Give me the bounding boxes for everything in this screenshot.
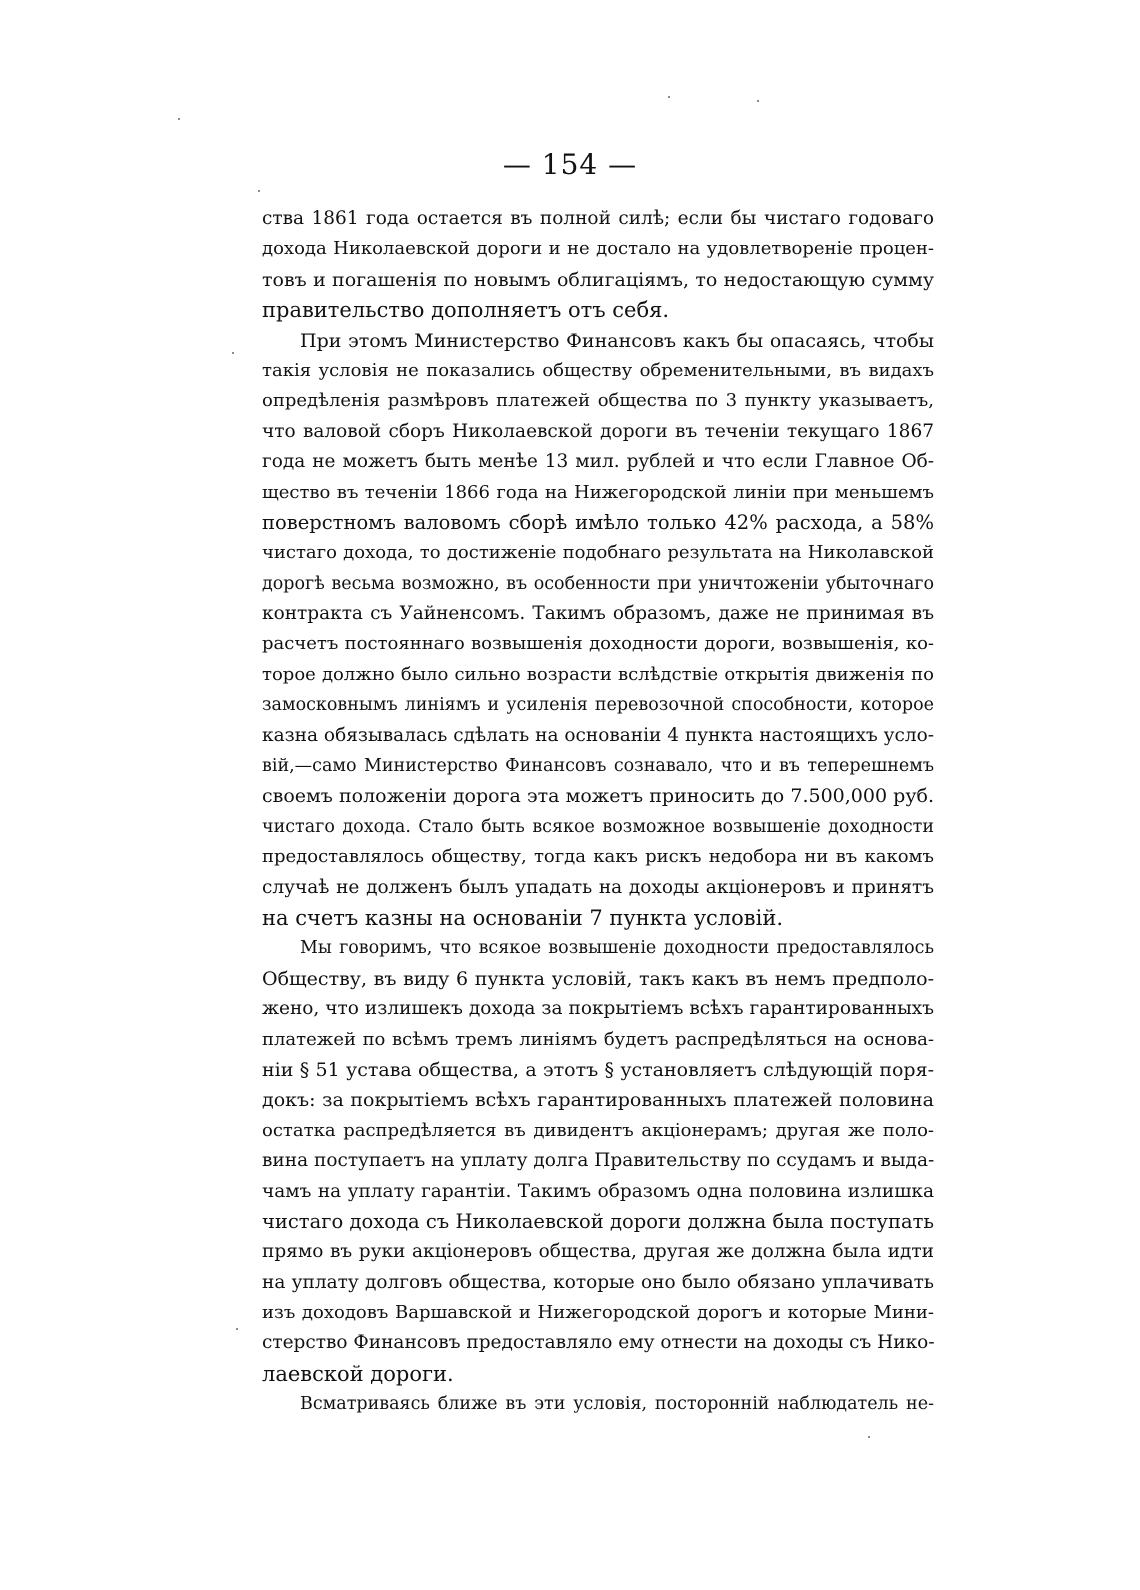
text-line: жено, что излишекъ дохода за покрытіемъ всѣхъ гарантированныхъ [262,998,934,1020]
text-line: опредѣленія размѣровъ платежей общества по 3 пункту указываетъ, [262,390,934,412]
paragraph [262,933,934,1389]
text-line: казна обязывалась сдѣлать на основаніи 4 пункта настоящихъ усло- [262,724,934,746]
scan-speck [236,1328,238,1330]
scan-speck [258,190,260,192]
text-line: стерство Финансовъ предоставляло ему отнести на доходы съ Нико- [262,1332,935,1354]
text-line: докъ: за покрытіемъ всѣхъ гарантированныхъ платежей половина [262,1089,934,1112]
page-number: — 154 — [502,148,638,181]
text-line: чамъ на уплату гарантіи. Такимъ образомъ одна половина излишка [262,1180,934,1202]
scan-speck [232,352,234,354]
text-line: Мы говоримъ, что всякое возвышеніе доходности предоставлялось [300,938,934,959]
paragraph [262,1389,934,1419]
text-line: контракта съ Уайненсомъ. Такимъ образомъ, даже не принимая въ [262,603,934,625]
text-line: правительство дополняетъ отъ себя. [262,298,670,323]
paragraph [262,326,934,934]
text-line: расчетъ постояннаго возвышенія доходности дороги, возвышенія, ко- [262,633,934,655]
text-line: дорогѣ весьма возможно, въ особенности при уничтоженіи убыточнаго [262,573,934,594]
text-line: ніи § 51 устава общества, а этотъ § установляетъ слѣдующій поря- [262,1058,934,1081]
text-line: своемъ положеніи дорога эта можетъ приносить до 7.500,000 руб. [262,785,934,808]
text-line: прямо въ руки акціонеровъ общества, другая же должна была идти [262,1241,934,1263]
text-line: торое должно было сильно возрасти вслѣдствіе открытія движенія по [262,663,934,685]
scan-speck [178,118,180,120]
text-line: такія условія не показались обществу обременительными, въ видахъ [262,359,934,381]
text-line: Обществу, въ виду 6 пункта условій, такъ какъ въ немъ предполо- [262,967,934,990]
text-line: При этомъ Министерство Финансовъ какъ бы опасаясь, чтобы [300,329,934,352]
text-line: чистаго дохода съ Николаевской дороги должна была поступать [262,1209,934,1233]
text-line: на счетъ казны на основаніи 7 пункта условій. [262,905,784,930]
text-line: остатка распредѣляется въ дивидентъ акціонерамъ; другая же поло- [262,1119,934,1141]
text-line: изъ доходовъ Варшавской и Нижегородской дорогъ и которые Мини- [262,1302,934,1324]
scan-speck [668,96,670,98]
text-line: дохода Николаевской дороги и не достало на удовлетвореніе процен- [262,238,934,260]
text-line: товъ и погашенія по новымъ облигаціямъ, то недостающую сумму [262,268,934,291]
text-line: вина поступаетъ на уплату долга Правительству по ссудамъ и выда- [262,1150,935,1172]
text-line: Всматриваясь ближе въ эти условія, посторонній наблюдатель не- [300,1394,934,1415]
text-line: случаѣ не долженъ былъ упадать на доходы акціонеровъ и принятъ [262,876,934,898]
text-line: что валовой сборъ Николаевской дороги въ теченіи текущаго 1867 [262,420,934,442]
text-line: на уплату долговъ общества, которые оно было обязано уплачивать [262,1271,934,1293]
text-line: чистаго дохода, то достиженіе подобнаго результата на Николавской [262,542,934,564]
text-line: ства 1861 года остается въ полной силѣ; если бы чистаго годоваго [262,208,934,229]
text-line: замосковнымъ линіямъ и усиленія перевозочной способности, которое [262,695,934,716]
body-text [262,204,934,1420]
text-line: чистаго дохода. Стало быть всякое возможное возвышеніе доходности [262,816,934,837]
scan-speck [868,1436,870,1438]
text-line: поверстномъ валовомъ сборѣ имѣло только 42% расхода, а 58% [262,510,934,534]
text-line: предоставлялось обществу, тогда какъ рискъ недобора ни въ какомъ [262,846,934,868]
text-line: платежей по всѣмъ тремъ линіямъ будетъ распредѣляться на основа- [262,1028,934,1050]
text-line: щество въ теченіи 1866 года на Нижегородской линіи при меньшемъ [262,481,934,503]
text-line: лаевской дороги. [262,1361,454,1386]
text-line: вій,—само Министерство Финансовъ сознавало, что и въ теперешнемъ [262,756,934,777]
paragraph [262,204,934,326]
scan-speck [757,100,759,102]
text-line: года не можетъ быть менѣе 13 мил. рублей и что если Главное Об- [262,451,934,473]
